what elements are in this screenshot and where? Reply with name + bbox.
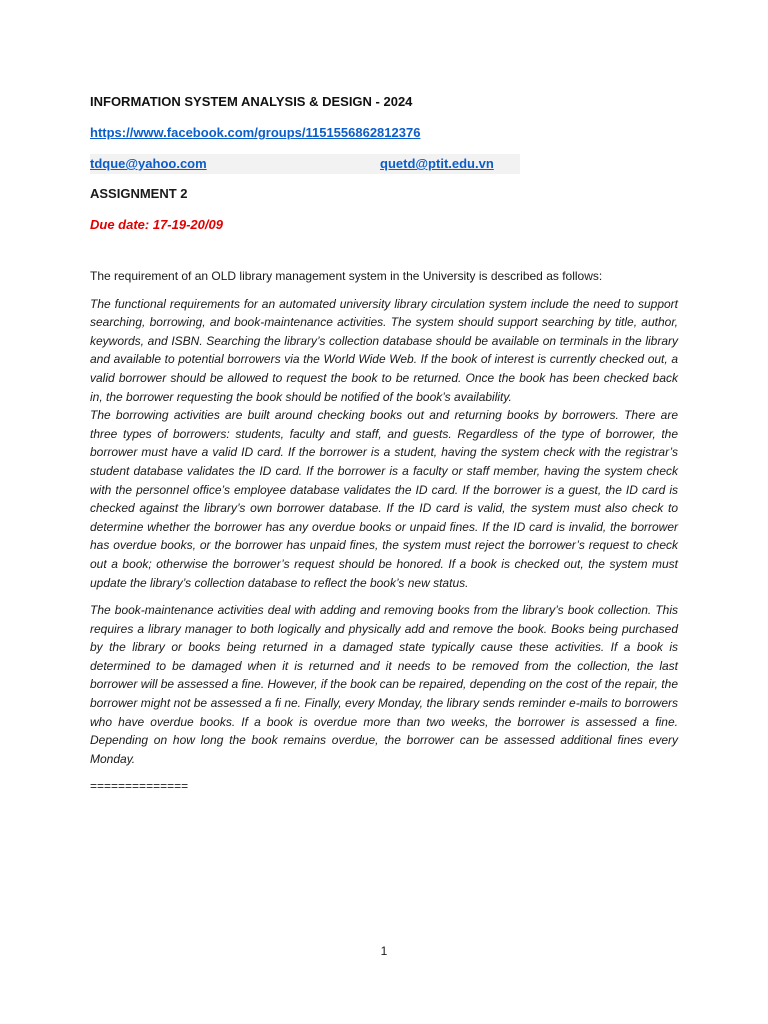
email-link-ptit[interactable]: quetd@ptit.edu.vn — [380, 156, 494, 171]
page-number: 1 — [380, 944, 388, 958]
facebook-link-line — [90, 123, 678, 143]
email-line — [90, 154, 520, 174]
paragraph-sentence-block: The functional requirements for an automated university library circulation system include the need to support searching, borrowing, and book-maintenance activities. The system should support searching by title, author, keywords, and ISBN. Searching the library’s collection database should be available on terminals in the library and available to potential borrowers via the World Wide Web. If the book of interest is currently checked out, a valid borrower should be allowed to request the book to be returned. Once the book has been checked back in, the borrower requesting the book should be notified of the book’s availability. — [90, 296, 678, 404]
assignment-heading: ASSIGNMENT 2 — [90, 186, 188, 201]
due-date: Due date: 17-19-20/09 — [90, 217, 223, 232]
paragraph-sentence-block: The borrowing activities are built around checking books out and returning books by borrowers. There are three types of borrowers: students, faculty and staff, and guests. Regardless of the type of borrower, the borrower must have a valid ID card. If the borrower is a student, having the system check with the registrar’s student database validates the ID card. If the borrower is a faculty or staff member, having the system check with the personnel office’s employee database validates the ID card. If the borrower is a guest, the ID card is checked against the library’s own borrower database. If the ID card is valid, the system must also check to determine whether the borrower has any overdue books or unpaid fines. If the ID card is invalid, the borrower has overdue books, or the borrower has unpaid fines, the system must reject the borrower’s request to check out a book; otherwise the borrower’s request should be honored. If a book is checked out, the system must update the library’s collection database to reflect the book’s new status. — [90, 408, 678, 590]
email-link-yahoo[interactable]: tdque@yahoo.com — [90, 156, 207, 171]
facebook-group-link[interactable]: https://www.facebook.com/groups/1151556862812376 — [90, 125, 421, 140]
page-content — [90, 92, 678, 796]
functional-requirements-paragraph — [90, 295, 678, 593]
course-title: INFORMATION SYSTEM ANALYSIS & DESIGN - 2024 — [90, 94, 413, 109]
separator-line: ============== — [90, 779, 189, 794]
intro-text: The requirement of an OLD library management system in the University is described as follows: — [90, 269, 603, 283]
book-maintenance-paragraph: The book-maintenance activities deal with adding and removing books from the library’s book collection. This requires a library manager to both logically and physically add and remove the book. Books being purchased by the library or books being returned in a damaged state typically cause these activities. If a book is determined to be damaged when it is returned and it needs to be removed from the collection, the last borrower will be assessed a fine. However, if the book can be repaired, depending on the cost of the repair, the borrower might not be assessed a fi ne. Finally, every Monday, the library sends reminder e-mails to borrowers who have overdue books. If a book is overdue more than two weeks, the borrower is assessed a fine. Depending on how long the book remains overdue, the borrower can be assessed additional fines every Monday. — [90, 603, 678, 766]
